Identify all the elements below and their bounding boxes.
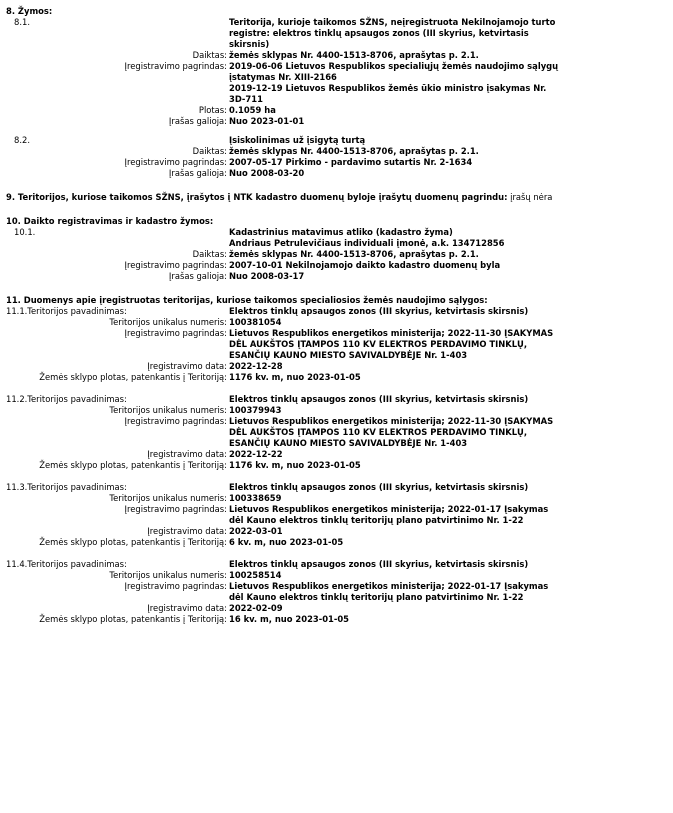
field-row [6, 146, 667, 157]
field-label: Daiktas: [192, 146, 227, 156]
field-row [6, 157, 667, 168]
field-label: Įregistravimo data: [147, 603, 227, 613]
field-value: Lietuvos Respublikos energetikos ministerija; 2022-11-30 ĮSAKYMAS [229, 416, 554, 426]
territory-number: 100338659 [229, 493, 282, 503]
field-label: Įregistravimo pagrindas: [124, 260, 227, 270]
field-label: Daiktas: [192, 50, 227, 60]
field-value: 2022-12-22 [229, 449, 283, 459]
field-label: Įrašas galioja: [168, 116, 227, 126]
field-value: Lietuvos Respublikos energetikos ministerija; 2022-01-17 Įsakymas [229, 581, 549, 591]
section-11-title: 11. Duomenys apie įregistruotas teritorijas, kuriose taikomos specialiosios žemės naudojimo sąlygos: [6, 295, 488, 305]
entry-heading-line: Įsiskolinimas už įsigytą turtą [229, 135, 366, 145]
field-row [6, 260, 667, 271]
field-label: Įregistravimo pagrindas: [124, 61, 227, 71]
territory-name-label: 11.1.Teritorijos pavadinimas: [6, 306, 127, 316]
territory-number: 100258514 [229, 570, 282, 580]
field-label: Žemės sklypo plotas, patenkantis į Teritoriją: [39, 614, 227, 624]
entry-8-2-heading [6, 135, 667, 146]
field-row [6, 116, 667, 127]
field-value: DĖL AUKŠTOS ĮTAMPOS 110 KV ELEKTROS PERDAVIMO TINKLŲ, [229, 339, 528, 349]
field-row [6, 570, 667, 581]
field-row [6, 614, 667, 625]
entry-heading-line: registre: elektros tinklų apsaugos zonos (III skyrius, ketvirtasis [229, 28, 529, 38]
field-label: Plotas: [198, 105, 227, 115]
territory-name: Elektros tinklų apsaugos zonos (III skyrius, ketvirtasis skirsnis) [229, 306, 529, 316]
territory-name-label: 11.4.Teritorijos pavadinimas: [6, 559, 127, 569]
field-label: Įrašas galioja: [168, 271, 227, 281]
entry-heading-line: Andriaus Petrulevičiaus individuali įmonė, a.k. 134712856 [229, 238, 505, 248]
field-row [6, 271, 667, 282]
field-label: Įregistravimo data: [147, 361, 227, 371]
territory-number: 100379943 [229, 405, 282, 415]
field-row [6, 61, 667, 105]
field-label: Žemės sklypo plotas, patenkantis į Teritoriją: [39, 460, 227, 470]
field-value: ESANČIŲ KAUNO MIESTO SAVIVALDYBĖJE Nr. 1-403 [229, 350, 468, 360]
field-label: Įregistravimo pagrindas: [124, 581, 227, 591]
territory-name-row [6, 394, 667, 405]
field-row [6, 581, 667, 603]
entry-heading-line: Teritorija, kurioje taikomos SŽNS, neįregistruota Nekilnojamojo turto [229, 17, 556, 27]
field-value: 2019-12-19 Lietuvos Respublikos žemės ūkio ministro įsakymas Nr. [229, 83, 547, 93]
field-row [6, 416, 667, 449]
field-row [6, 526, 667, 537]
field-row [6, 328, 667, 361]
territory-number: 100381054 [229, 317, 282, 327]
field-row [6, 105, 667, 116]
field-row [6, 372, 667, 383]
entry-10-1-heading [6, 227, 667, 249]
field-value: Nuo 2023-01-01 [229, 116, 305, 126]
territory-name-label: 11.2.Teritorijos pavadinimas: [6, 394, 127, 404]
section-9-title: 9. Teritorijos, kuriose taikomos SŽNS, įrašytos į NTK kadastro duomenų byloje įrašytų duomenų pagrindu: įrašų nėra [6, 192, 553, 202]
field-value: 3D-711 [229, 94, 263, 104]
field-value: dėl Kauno elektros tinklų teritorijų plano patvirtinimo Nr. 1-22 [229, 592, 524, 602]
field-label: Įregistravimo pagrindas: [124, 328, 227, 338]
field-label: Teritorijos unikalus numeris: [109, 405, 227, 415]
territory-name: Elektros tinklų apsaugos zonos (III skyrius, ketvirtasis skirsnis) [229, 394, 529, 404]
field-label: Teritorijos unikalus numeris: [109, 570, 227, 580]
field-label: Įregistravimo pagrindas: [124, 504, 227, 514]
field-label: Žemės sklypo plotas, patenkantis į Teritoriją: [39, 372, 227, 382]
field-value: įstatymas Nr. XIII-2166 [229, 72, 337, 82]
field-value: 2022-03-01 [229, 526, 283, 536]
field-row [6, 405, 667, 416]
field-label: Teritorijos unikalus numeris: [109, 493, 227, 503]
entry-number: 10.1. [14, 227, 36, 237]
field-value: žemės sklypas Nr. 4400-1513-8706, aprašytas p. 2.1. [229, 50, 479, 60]
field-row [6, 504, 667, 526]
field-value: Nuo 2008-03-17 [229, 271, 305, 281]
entry-heading-line: skirsnis) [229, 39, 270, 49]
field-row [6, 493, 667, 504]
field-row [6, 249, 667, 260]
territory-name-row [6, 559, 667, 570]
entry-heading-line: Kadastrinius matavimus atliko (kadastro žyma) [229, 227, 453, 237]
territory-name-row [6, 482, 667, 493]
field-value: DĖL AUKŠTOS ĮTAMPOS 110 KV ELEKTROS PERDAVIMO TINKLŲ, [229, 427, 528, 437]
field-value: Lietuvos Respublikos energetikos ministerija; 2022-01-17 Įsakymas [229, 504, 549, 514]
field-row [6, 317, 667, 328]
document-page [6, 6, 667, 625]
territory-name: Elektros tinklų apsaugos zonos (III skyrius, ketvirtasis skirsnis) [229, 559, 529, 569]
field-label: Teritorijos unikalus numeris: [109, 317, 227, 327]
field-label: Įregistravimo pagrindas: [124, 157, 227, 167]
field-value: Nuo 2008-03-20 [229, 168, 305, 178]
section-9-value: įrašų nėra [507, 192, 553, 202]
field-value: dėl Kauno elektros tinklų teritorijų plano patvirtinimo Nr. 1-22 [229, 515, 524, 525]
field-value: 2007-10-01 Nekilnojamojo daikto kadastro duomenų byla [229, 260, 501, 270]
territory-name-label: 11.3.Teritorijos pavadinimas: [6, 482, 127, 492]
field-label: Įrašas galioja: [168, 168, 227, 178]
field-row [6, 168, 667, 179]
field-value: ESANČIŲ KAUNO MIESTO SAVIVALDYBĖJE Nr. 1-403 [229, 438, 468, 448]
field-row [6, 537, 667, 548]
field-row [6, 603, 667, 614]
field-label: Įregistravimo data: [147, 449, 227, 459]
entry-number: 8.1. [14, 17, 30, 27]
field-value: 2022-12-28 [229, 361, 283, 371]
field-value: žemės sklypas Nr. 4400-1513-8706, aprašytas p. 2.1. [229, 146, 479, 156]
field-value: 0.1059 ha [229, 105, 276, 115]
field-value: 2019-06-06 Lietuvos Respublikos specialiųjų žemės naudojimo sąlygų [229, 61, 559, 71]
entry-8-1-heading [6, 17, 667, 50]
territory-name-row [6, 306, 667, 317]
field-label: Įregistravimo data: [147, 526, 227, 536]
field-value: 2022-02-09 [229, 603, 283, 613]
field-value: 16 kv. m, nuo 2023-01-05 [229, 614, 350, 624]
field-value: 6 kv. m, nuo 2023-01-05 [229, 537, 344, 547]
field-value: 1176 kv. m, nuo 2023-01-05 [229, 372, 361, 382]
field-row [6, 460, 667, 471]
field-row [6, 449, 667, 460]
section-8-title: 8. Žymos: [6, 6, 53, 16]
field-value: žemės sklypas Nr. 4400-1513-8706, aprašytas p. 2.1. [229, 249, 479, 259]
field-row [6, 50, 667, 61]
section-10-title: 10. Daikto registravimas ir kadastro žymos: [6, 216, 214, 226]
field-value: 1176 kv. m, nuo 2023-01-05 [229, 460, 361, 470]
field-value: 2007-05-17 Pirkimo - pardavimo sutartis Nr. 2-1634 [229, 157, 473, 167]
field-label: Daiktas: [192, 249, 227, 259]
entry-number: 8.2. [14, 135, 30, 145]
field-label: Žemės sklypo plotas, patenkantis į Teritoriją: [39, 537, 227, 547]
territory-name: Elektros tinklų apsaugos zonos (III skyrius, ketvirtasis skirsnis) [229, 482, 529, 492]
field-label: Įregistravimo pagrindas: [124, 416, 227, 426]
field-value: Lietuvos Respublikos energetikos ministerija; 2022-11-30 ĮSAKYMAS [229, 328, 554, 338]
field-row [6, 361, 667, 372]
